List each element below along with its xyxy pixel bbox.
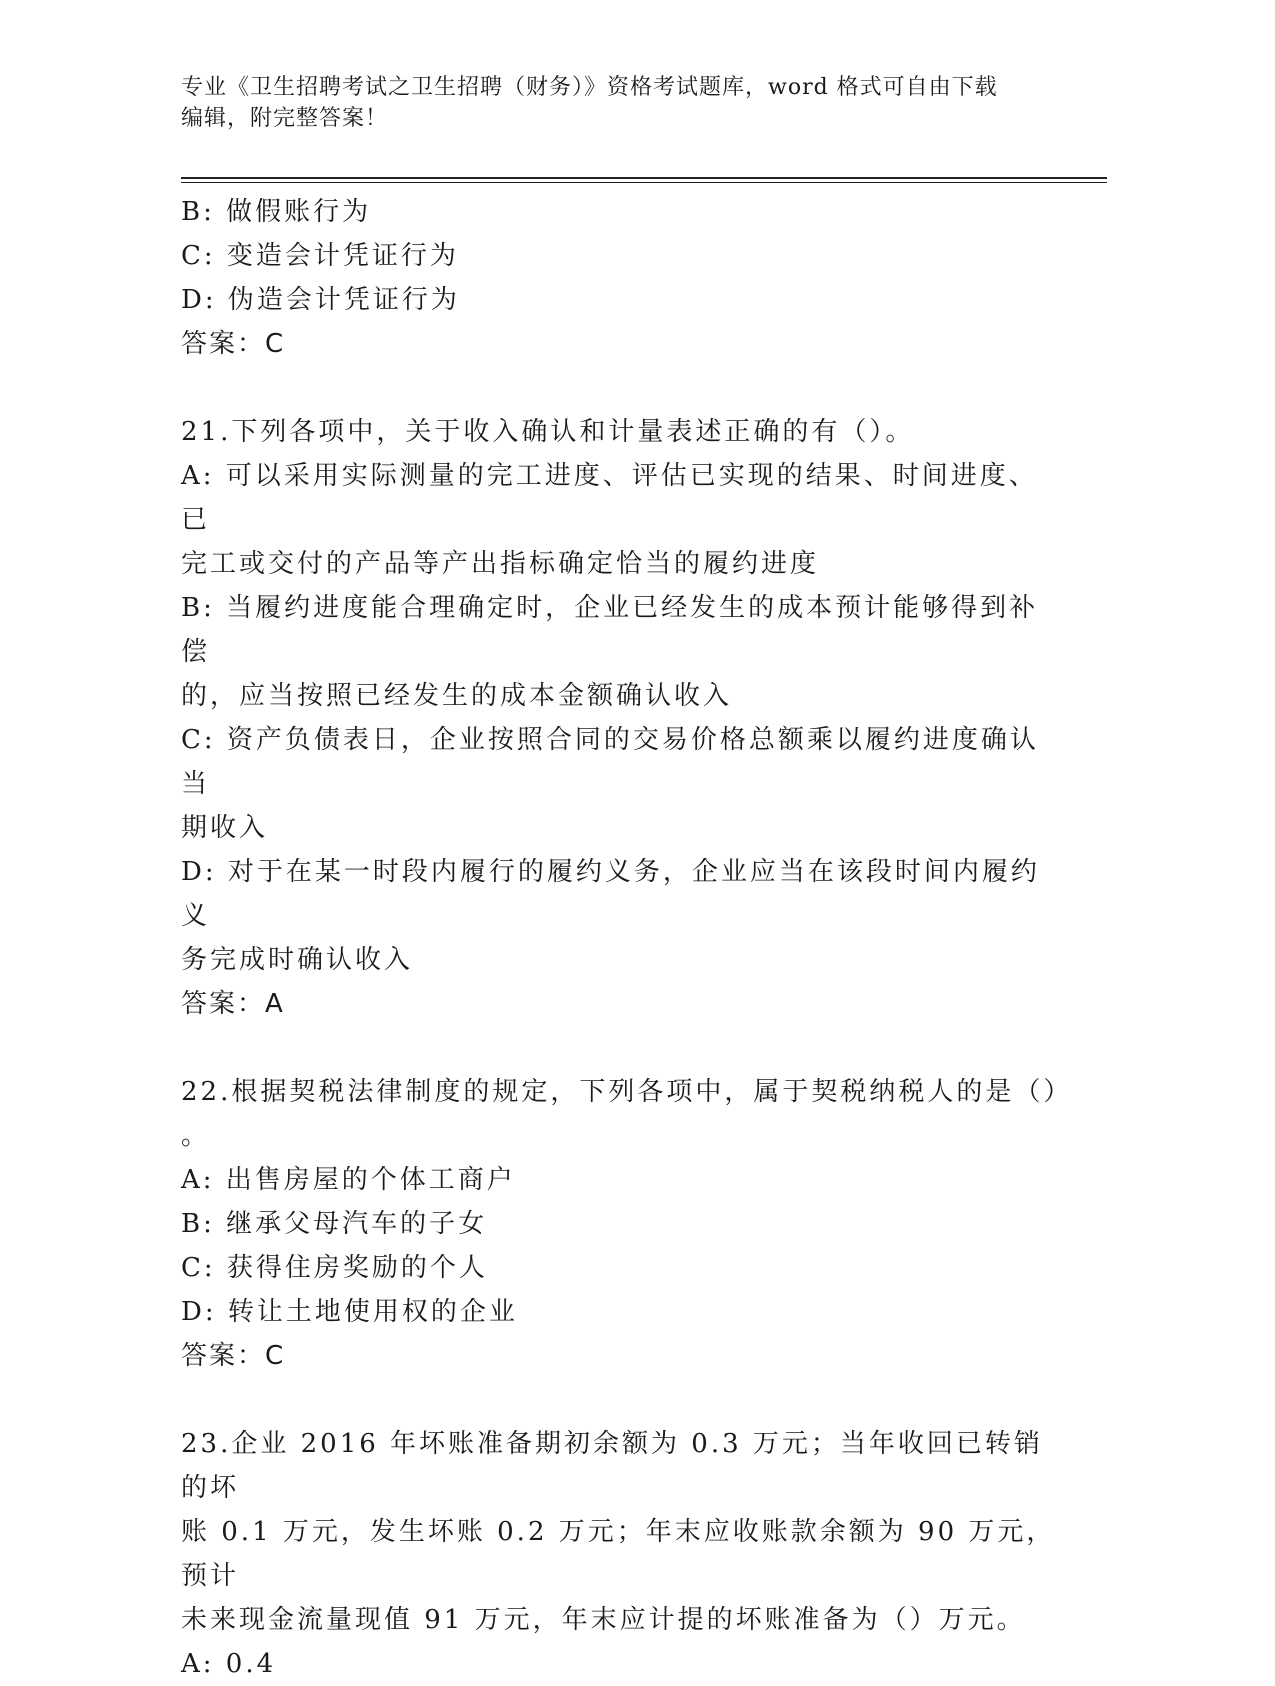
question-content — [181, 190, 1073, 1686]
option-b: B: 做假账行为 — [181, 197, 372, 227]
answer-label: 答案：C — [181, 1341, 286, 1371]
question-stem: 21.下列各项中，关于收入确认和计量表述正确的有（）。 — [181, 417, 915, 447]
question-stem-cont: 。 — [181, 1121, 211, 1151]
question-stem: 23.企业 2016 年坏账准备期初余额为 0.3 万元；当年收回已转销的坏 — [181, 1429, 1043, 1503]
spacer — [181, 1378, 1061, 1422]
header-line-2: 编辑，附完整答案！ — [181, 106, 389, 131]
document-header — [181, 72, 1041, 134]
spacer — [181, 366, 1061, 410]
question-stem-cont: 账 0.1 万元，发生坏账 0.2 万元；年末应收账款余额为 90 万元，预计 — [181, 1517, 1056, 1591]
option-d-cont: 务完成时确认收入 — [181, 945, 414, 975]
option-a: A: 0.4 — [181, 1649, 277, 1679]
question-stem: 22.根据契税法律制度的规定，下列各项中，属于契税纳税人的是（） — [181, 1077, 1073, 1107]
header-line-1: 专业《卫生招聘考试之卫生招聘（财务）》资格考试题库，word 格式可自由下载 — [181, 75, 998, 100]
option-c-cont: 期收入 — [181, 813, 269, 843]
option-d: D: 转让土地使用权的企业 — [181, 1297, 518, 1327]
answer-label: 答案：A — [181, 989, 285, 1019]
question-23 — [181, 1422, 1061, 1686]
option-b: B: 继承父母汽车的子女 — [181, 1209, 488, 1239]
option-b-cont: 的，应当按照已经发生的成本金额确认收入 — [181, 681, 733, 711]
option-a: A: 出售房屋的个体工商户 — [181, 1165, 516, 1195]
header-divider-thin — [181, 182, 1107, 183]
option-a: A: 可以采用实际测量的完工进度、评估已实现的结果、时间进度、已 — [181, 461, 1038, 535]
question-21 — [181, 410, 1061, 1026]
option-d: D: 对于在某一时段内履行的履约义务，企业应当在该段时间内履约义 — [181, 857, 1040, 931]
answer-label: 答案：C — [181, 329, 286, 359]
question-20-remainder — [181, 190, 1061, 366]
question-22 — [181, 1070, 1073, 1378]
spacer — [181, 1026, 1061, 1070]
option-c: C: 资产负债表日，企业按照合同的交易价格总额乘以履约进度确认当 — [181, 725, 1039, 799]
option-b: B: 当履约进度能合理确定时，企业已经发生的成本预计能够得到补偿 — [181, 593, 1039, 667]
header-divider-thick — [181, 177, 1107, 179]
option-a-cont: 完工或交付的产品等产出指标确定恰当的履约进度 — [181, 549, 820, 579]
option-c: C: 获得住房奖励的个人 — [181, 1253, 488, 1283]
question-stem-cont: 未来现金流量现值 91 万元，年末应计提的坏账准备为（）万元。 — [181, 1605, 1026, 1635]
option-d: D: 伪造会计凭证行为 — [181, 285, 460, 315]
option-c: C: 变造会计凭证行为 — [181, 241, 459, 271]
